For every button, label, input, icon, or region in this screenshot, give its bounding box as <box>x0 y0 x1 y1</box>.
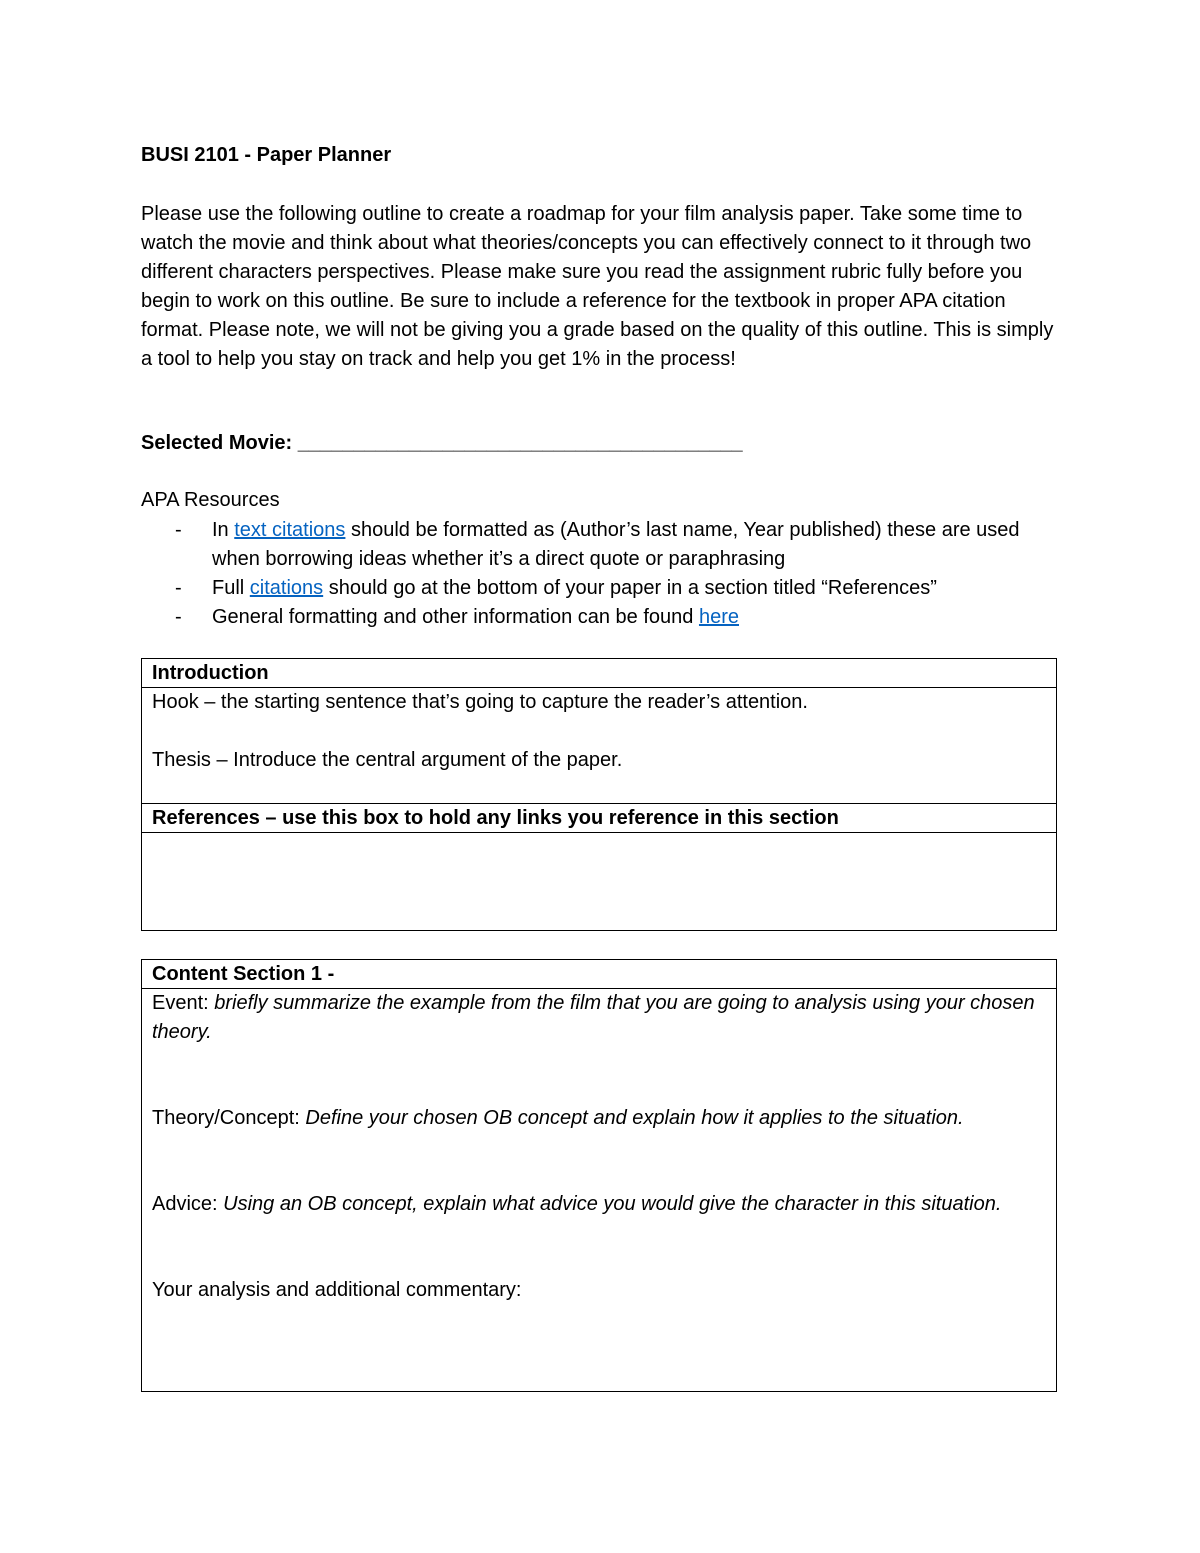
theory-paragraph <box>152 1104 1046 1133</box>
page-title: BUSI 2101 - Paper Planner <box>141 144 392 166</box>
list-item-text: should go at the bottom of your paper in a section titled “References” <box>323 577 937 599</box>
advice-paragraph <box>152 1190 1046 1219</box>
event-paragraph <box>152 989 1046 1047</box>
apa-resources-heading: APA Resources <box>141 489 280 511</box>
text-citations-link[interactable]: text citations <box>234 519 346 541</box>
introduction-table <box>141 658 1057 931</box>
list-item <box>141 603 1061 632</box>
references-body-cell[interactable] <box>142 833 1056 929</box>
bullet-dash: - <box>175 606 182 628</box>
list-item-text: General formatting and other information can be found <box>212 606 699 628</box>
thesis-text: Thesis – Introduce the central argument of the paper. <box>152 749 623 771</box>
selected-movie-blank[interactable]: ________________________________________ <box>297 432 743 454</box>
list-item <box>141 516 1061 574</box>
here-link[interactable]: here <box>698 606 739 628</box>
theory-instruction: Define your chosen OB concept and explain how it applies to the situation. <box>305 1107 964 1129</box>
list-item-text: In <box>212 519 235 541</box>
theory-label: Theory/Concept: <box>152 1107 306 1129</box>
event-instruction: briefly summarize the example from the film that you are going to analysis using your chosen theory. <box>152 992 1035 1043</box>
advice-label: Advice: <box>152 1193 224 1215</box>
references-header: References – use this box to hold any links you reference in this section <box>142 804 1056 833</box>
selected-movie-line <box>141 429 743 458</box>
apa-resources-list <box>141 516 1061 632</box>
event-label: Event: <box>152 992 215 1014</box>
list-item-text: Full <box>212 577 250 599</box>
introduction-body-cell[interactable] <box>142 688 1056 804</box>
content-section-body-cell[interactable] <box>142 989 1056 1305</box>
instructions-paragraph: Please use the following outline to create a roadmap for your film analysis paper. Take some time to watch the movie and think about what theories/concepts you can effectively connect to it through two different characters perspectives. Please make sure you read the assignment rubric fully before you begin to work on this outline. Be sure to include a reference for the textbook in proper APA citation format. Please note, we will not be giving you a grade based on the quality of this outline. This is simply a tool to help you stay on track and help you get 1% in the process! <box>141 203 1054 370</box>
bullet-dash: - <box>175 519 182 541</box>
advice-instruction: Using an OB concept, explain what advice you would give the character in this situation. <box>223 1193 1002 1215</box>
citations-link[interactable]: citations <box>249 577 324 599</box>
hook-text: Hook – the starting sentence that’s going to capture the reader’s attention. <box>152 691 808 713</box>
selected-movie-label: Selected Movie: <box>141 432 293 454</box>
content-section-table <box>141 959 1057 1392</box>
analysis-label: Your analysis and additional commentary: <box>152 1279 522 1301</box>
list-item <box>141 574 1061 603</box>
list-item-text: should be formatted as (Author’s last name, Year published) these are used when borrowing ideas whether it’s a direct quote or paraphrasing <box>212 519 1020 570</box>
introduction-header: Introduction <box>142 659 1056 688</box>
bullet-dash: - <box>175 577 182 599</box>
content-section-header: Content Section 1 - <box>142 960 1056 989</box>
